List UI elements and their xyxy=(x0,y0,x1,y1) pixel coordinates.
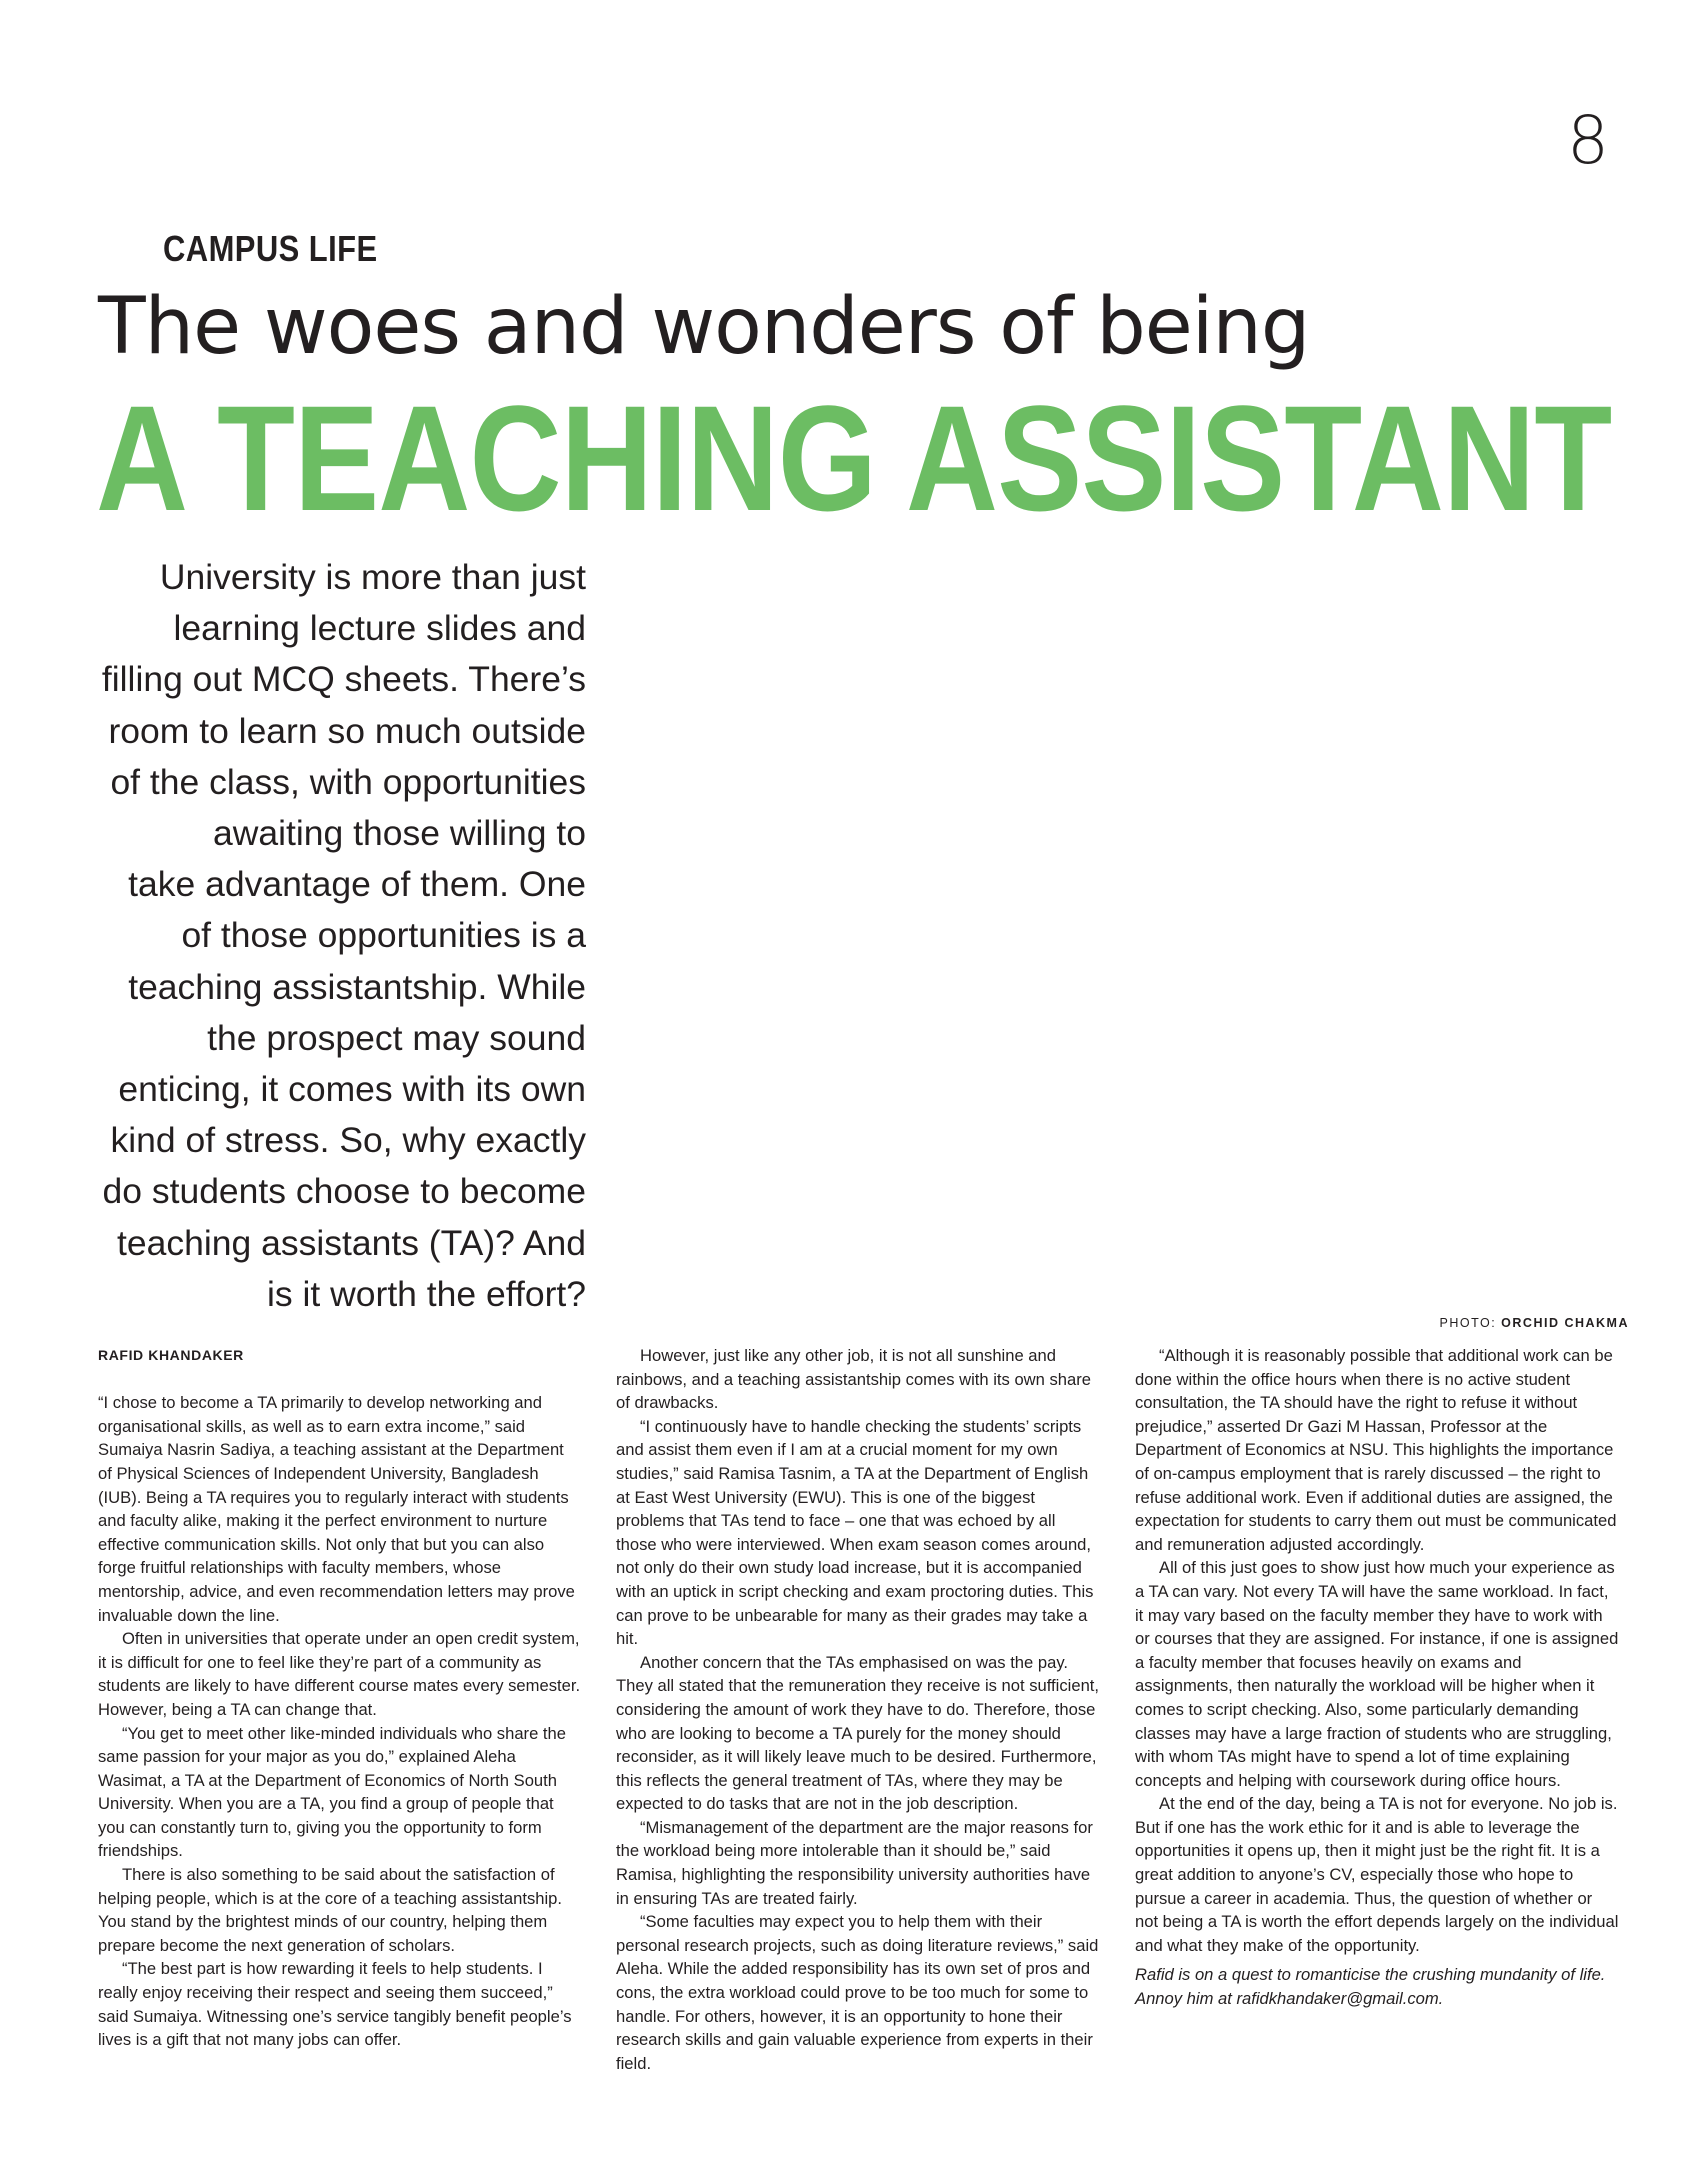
paragraph: Often in universities that operate under an open credit system, it is difficult for one to feel like they’re part of a community as students are likely to have different course mates every semester. However, being a TA can change that. xyxy=(98,1629,581,1719)
section-label: CAMPUS LIFE xyxy=(163,228,378,269)
standfirst-line: do students choose to become xyxy=(102,1171,586,1212)
headline-line-1: The woes and wonders of being xyxy=(98,282,1310,372)
standfirst-line: University is more than just xyxy=(159,557,586,597)
standfirst-line: teaching assistants (TA)? And xyxy=(117,1222,586,1263)
standfirst-line: room to learn so much outside xyxy=(108,710,586,751)
article-column-1 xyxy=(98,1344,582,2052)
paragraph: There is also something to be said about the satisfaction of helping people, which is at the core of a teaching assistantship. You stand by the brightest minds of our country, helping them prepare become the next generation of scholars. xyxy=(98,1865,562,1955)
headline-line-2: A TEACHING ASSISTANT xyxy=(96,374,1612,542)
standfirst-line: the prospect may sound xyxy=(207,1017,586,1058)
paragraph: At the end of the day, being a TA is not for everyone. No job is. But if one has the work ethic for it and is able to leverage the opportunities it opens up, then it might just be the right fit. It is a great addition to anyone’s CV, especially those who hope to pursue a career in academia. Thus, the question of whether or not being a TA is worth the effort depends largely on the individual and what they make of the opportunity. xyxy=(1135,1794,1619,1955)
photo-credit xyxy=(1439,1316,1629,1330)
paragraph: All of this just goes to show just how much your experience as a TA can vary. Not every TA will have the same workload. In fact, it may vary based on the faculty member they have to work with or courses that they are assigned. For instance, if one is assigned a faculty member that focuses heavily on exams and assignments, then naturally the workload will be higher when it comes to script checking. Also, some particularly demanding classes may have a large fraction of students who are struggling, with whom TAs might have to spend a lot of time explaining concepts and helping with coursework during office hours. xyxy=(1135,1558,1619,1790)
standfirst-line: learning lecture slides and xyxy=(173,608,586,649)
paragraph: However, just like any other job, it is not all sunshine and rainbows, and a teaching assistantship comes with its own share of drawbacks. xyxy=(616,1346,1092,1413)
standfirst-line: of those opportunities is a xyxy=(181,915,586,956)
photo-credit-label: PHOTO: xyxy=(1439,1316,1497,1330)
paragraph: “You get to meet other like-minded individuals who share the same passion for your major as you do,” explained Aleha Wasimat, a TA at the Department of Economics of North South University. When you are a TA, you find a group of people that you can constantly turn to, giving you the opportunity to form friendships. xyxy=(98,1723,566,1861)
standfirst-line: teaching assistantship. While xyxy=(128,966,586,1007)
photo-credit-name: ORCHID CHAKMA xyxy=(1501,1316,1629,1330)
author-bio: Rafid is on a quest to romanticise the crushing mundanity of life. Annoy him at rafidkhandaker@gmail.com. xyxy=(1135,1965,1606,2009)
standfirst xyxy=(90,552,586,1320)
article-column-2 xyxy=(616,1344,1100,2075)
standfirst-line: awaiting those willing to xyxy=(213,813,586,854)
paragraph: “The best part is how rewarding it feels to help students. I really enjoy receiving their respect and seeing them succeed,” said Sumaiya. Witnessing one’s service tangibly benefit people’s lives is a gift that not many jobs can offer. xyxy=(98,1959,572,2050)
standfirst-line: kind of stress. So, why exactly xyxy=(110,1120,586,1161)
standfirst-line: take advantage of them. One xyxy=(128,864,586,905)
paragraph: “Mismanagement of the department are the major reasons for the workload being more intolerable than it should be,” said Ramisa, highlighting the responsibility university authorities have in ensuring TAs are treated fairly. xyxy=(616,1817,1093,1908)
standfirst-line: enticing, it comes with its own xyxy=(118,1069,586,1110)
standfirst-line: is it worth the effort? xyxy=(267,1273,586,1314)
article-column-3 xyxy=(1135,1344,1619,2011)
paragraph: “I chose to become a TA primarily to develop networking and organisational skills, as well as to earn extra income,” said Sumaiya Nasrin Sadiya, a teaching assistant at the Department of Physical Sciences of Independent University, Bangladesh (IUB). Being a TA requires you to regularly interact with students and faculty alike, making it the perfect environment to nurture effective communication skills. Not only that but you can also forge fruitful relationships with faculty members, whose mentorship, advice, and even recommendation letters may prove invaluable down the line. xyxy=(98,1393,575,1625)
byline: RAFID KHANDAKER xyxy=(98,1347,244,1363)
paragraph: “Although it is reasonably possible that additional work can be done within the office hours when there is no active student consultation, the TA should have the right to refuse it without prejudice,” asserted Dr Gazi M Hassan, Professor at the Department of Economics at NSU. This highlights the importance of on-campus employment that is rarely discussed – the right to refuse additional work. Even if additional duties are assigned, the expectation for students to carry them out must be communicated and remuneration adjusted accordingly. xyxy=(1135,1346,1617,1554)
paragraph: “I continuously have to handle checking the students’ scripts and assist them even if I am at a crucial moment for my own studies,” said Ramisa Tasnim, a TA at the Department of English at East West University (EWU). This is one of the biggest problems that TAs tend to face – one that was echoed by all those who were interviewed. When exam season comes around, not only do their own study load increase, but it is accompanied with an uptick in script checking and exam proctoring duties. This can prove to be unbearable for many as their grades may take a hit. xyxy=(616,1416,1094,1649)
paragraph: “Some faculties may expect you to help them with their personal research projects, such as doing literature reviews,” said Aleha. While the added responsibility has its own set of pros and cons, the extra workload could prove to be too much for some to handle. For others, however, it is an opportunity to hone their research skills and gain valuable experience from experts in their field. xyxy=(616,1912,1099,2073)
standfirst-line: of the class, with opportunities xyxy=(110,761,586,802)
paragraph: Another concern that the TAs emphasised on was the pay. They all stated that the remuneration they receive is not sufficient, considering the amount of work they have to do. Therefore, those who are looking to become a TA purely for the money should reconsider, as it will likely leave much to be desired. Furthermore, this reflects the general treatment of TAs, where they may be expected to do tasks that are not in the job description. xyxy=(616,1652,1100,1814)
standfirst-line: filling out MCQ sheets. There’s xyxy=(101,659,586,700)
page-number: 8 xyxy=(1567,102,1609,179)
